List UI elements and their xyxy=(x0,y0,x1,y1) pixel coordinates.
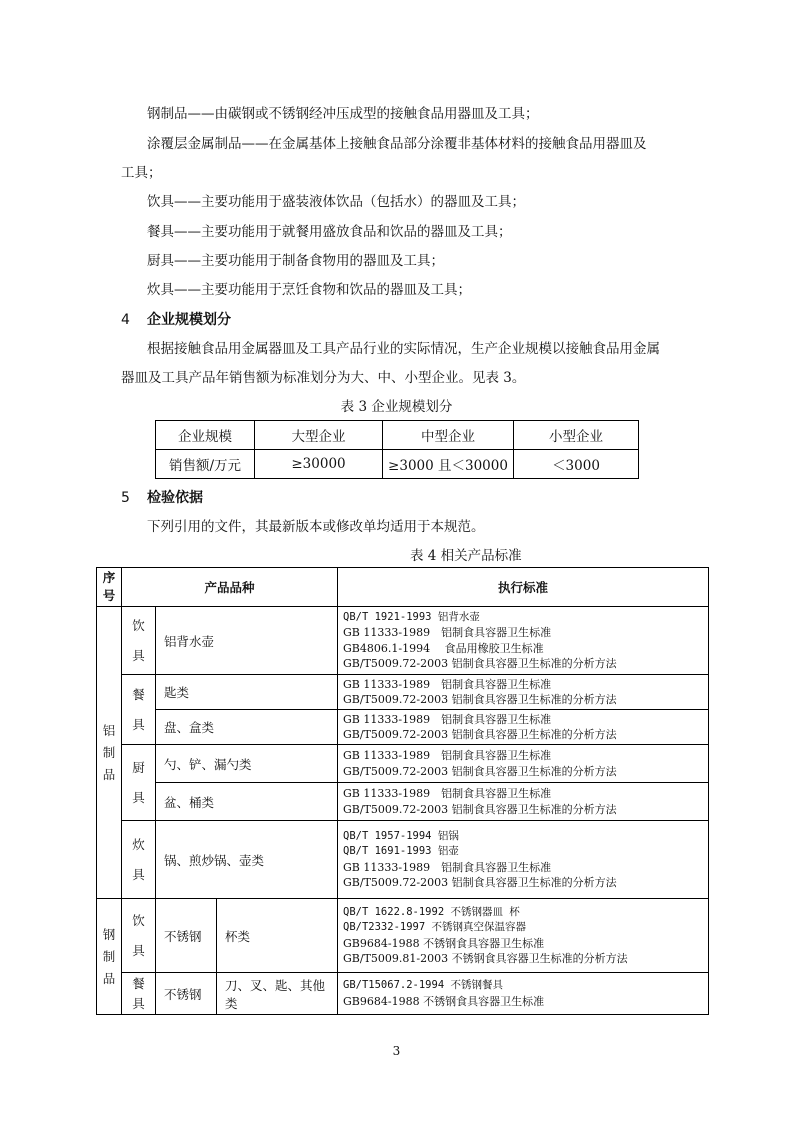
standards-cell xyxy=(338,607,709,675)
standard-line: GB9684-1988 不锈钢食具容器卫生标准 xyxy=(343,936,545,950)
standard-line: GB/T5009.72-2003 铝制食具容器卫生标准的分析方法 xyxy=(343,728,617,741)
table-4-caption: 表 4 相关产品标准 xyxy=(410,548,522,564)
group-steel-cell xyxy=(97,899,122,1015)
subgroup-label: 餐具 xyxy=(132,975,145,1011)
section-5-body: 下列引用的文件，其最新版本或修改单均适用于本规范。 xyxy=(147,519,485,535)
product-cell: 盆、桶类 xyxy=(156,783,338,821)
standard-line: GB4806.1-1994 食品用橡胶卫生标准 xyxy=(343,641,544,655)
table-3-caption: 表 3 企业规模划分 xyxy=(340,399,453,415)
table-3-header-row xyxy=(156,421,639,450)
table-3-cell: 销售额/万元 xyxy=(156,450,255,479)
product-cell: 刀、叉、匙、其他类 xyxy=(217,973,338,1015)
table-row xyxy=(97,821,709,899)
section-4-title: 企业规模划分 xyxy=(147,312,231,328)
table-4-header-row xyxy=(97,568,709,607)
table-row xyxy=(97,607,709,675)
subgroup-cell xyxy=(122,973,156,1015)
subgroup-cell xyxy=(122,821,156,899)
paragraph-tableware-def: 餐具——主要功能用于就餐用盛放食品和饮品的器皿及工具； xyxy=(147,224,512,240)
table-row xyxy=(97,710,709,745)
table-row xyxy=(97,745,709,783)
standards-cell xyxy=(338,745,709,783)
subgroup-label: 餐具 xyxy=(132,686,145,732)
standards-cell xyxy=(338,821,709,899)
section-5-heading xyxy=(121,489,203,507)
table-3 xyxy=(155,420,639,479)
table-3-header-cell: 大型企业 xyxy=(255,421,383,450)
table-3-header-cell: 小型企业 xyxy=(514,421,639,450)
product-cell: 杯类 xyxy=(217,899,338,973)
standard-line: GB/T5009.72-2003 铝制食具容器卫生标准的分析方法 xyxy=(343,876,617,889)
standards-cell xyxy=(338,899,709,973)
table-row xyxy=(97,675,709,710)
subgroup-cell xyxy=(122,675,156,745)
section-5-number: 5 xyxy=(121,490,130,506)
standard-line: GB 11333-1989 铝制食具容器卫生标准 xyxy=(343,787,552,800)
table-3-header-cell: 企业规模 xyxy=(156,421,255,450)
material-cell: 不锈钢 xyxy=(156,899,217,973)
material-cell: 不锈钢 xyxy=(156,973,217,1015)
product-cell: 铝背水壶 xyxy=(156,607,338,675)
section-4-body: 根据接触食品用金属器皿及工具产品行业的实际情况，生产企业规模以接触食品用金属 xyxy=(147,341,660,357)
subgroup-cell xyxy=(122,899,156,973)
standard-line: GB 11333-1989 铝制食具容器卫生标准 xyxy=(343,749,552,762)
standard-line: GB/T5009.81-2003 不锈钢食具容器卫生标准的分析方法 xyxy=(343,952,628,965)
table-3-header-cell: 中型企业 xyxy=(383,421,514,450)
standard-line: QB/T2332-1997 不锈钢真空保温容器 xyxy=(343,921,527,933)
paragraph-cookware-def: 炊具——主要功能用于烹饪食物和饮品的器皿及工具； xyxy=(147,282,471,298)
product-cell: 匙类 xyxy=(156,675,338,710)
group-steel-label: 钢制品 xyxy=(102,926,116,986)
paragraph-coated-def-cont: 工具； xyxy=(121,165,162,181)
table-4-header-seq xyxy=(97,568,122,607)
standard-line: GB/T15067.2-1994 不锈钢餐具 xyxy=(343,979,503,991)
table-row xyxy=(97,899,709,973)
section-4-body-cont: 器皿及工具产品年销售额为标准划分为大、中、小型企业。见表 3。 xyxy=(121,370,526,386)
subgroup-cell xyxy=(122,607,156,675)
subgroup-label: 饮具 xyxy=(132,912,145,958)
table-row xyxy=(97,973,709,1015)
standard-line: GB/T5009.72-2003 铝制食具容器卫生标准的分析方法 xyxy=(343,764,617,778)
subgroup-label: 厨具 xyxy=(132,759,145,805)
standard-line: QB/T 1691-1993 铝壶 xyxy=(343,845,459,857)
standard-line: QB/T 1957-1994 铝锅 xyxy=(343,829,459,842)
standard-line: GB/T5009.72-2003 铝制食具容器卫生标准的分析方法 xyxy=(343,802,617,816)
paragraph-coated-def: 涂覆层金属制品——在金属基体上接触食品部分涂覆非基体材料的接触食品用器皿及 xyxy=(147,136,647,152)
table-3-cell: ≥3000 且＜30000 xyxy=(383,450,514,479)
section-5-title: 检验依据 xyxy=(147,490,203,506)
table-3-row xyxy=(156,450,639,479)
page-number: 3 xyxy=(392,1044,401,1058)
paragraph-drinkware-def: 饮具——主要功能用于盛装液体饮品（包括水）的器皿及工具； xyxy=(147,194,525,210)
standards-cell xyxy=(338,973,709,1015)
standards-cell xyxy=(338,783,709,821)
standard-line: GB/T5009.72-2003 铝制食具容器卫生标准的分析方法 xyxy=(343,693,617,706)
product-cell: 锅、煎炒锅、壶类 xyxy=(156,821,338,899)
standard-line: GB 11333-1989 铝制食具容器卫生标准 xyxy=(343,712,552,726)
standard-line: GB/T5009.72-2003 铝制食具容器卫生标准的分析方法 xyxy=(343,657,617,670)
paragraph-steel-def: 钢制品——由碳钢或不锈钢经冲压成型的接触食品用器皿及工具； xyxy=(147,106,539,122)
product-cell: 勺、铲、漏勺类 xyxy=(156,745,338,783)
standard-line: QB/T 1622.8-1992 不锈钢器皿 杯 xyxy=(343,905,520,918)
standard-line: GB 11333-1989 铝制食具容器卫生标准 xyxy=(343,626,552,639)
table-4 xyxy=(96,567,709,1015)
section-4-number: 4 xyxy=(121,312,130,328)
table-row xyxy=(97,783,709,821)
table-3-cell: ≥30000 xyxy=(255,450,383,479)
subgroup-cell xyxy=(122,745,156,821)
standard-line: QB/T 1921-1993 铝背水壶 xyxy=(343,610,480,623)
subgroup-label: 炊具 xyxy=(132,836,145,882)
standard-line: GB 11333-1989 铝制食具容器卫生标准 xyxy=(343,677,552,691)
group-aluminum-cell xyxy=(97,607,122,899)
table-4-header-standard: 执行标准 xyxy=(338,568,709,607)
section-4-heading xyxy=(121,311,231,329)
seq-header-text: 序号 xyxy=(102,570,116,603)
subgroup-label: 饮具 xyxy=(132,617,145,663)
group-aluminum-label: 铝制品 xyxy=(102,722,116,782)
table-4-header-product: 产品品种 xyxy=(122,568,338,607)
standards-cell xyxy=(338,710,709,745)
product-cell: 盘、盒类 xyxy=(156,710,338,745)
standards-cell xyxy=(338,675,709,710)
paragraph-kitchenware-def: 厨具——主要功能用于制备食物用的器皿及工具； xyxy=(147,253,444,269)
standard-line: GB 11333-1989 铝制食具容器卫生标准 xyxy=(343,860,552,874)
table-3-cell: ＜3000 xyxy=(514,450,639,479)
standard-line: GB9684-1988 不锈钢食具容器卫生标准 xyxy=(343,994,545,1008)
